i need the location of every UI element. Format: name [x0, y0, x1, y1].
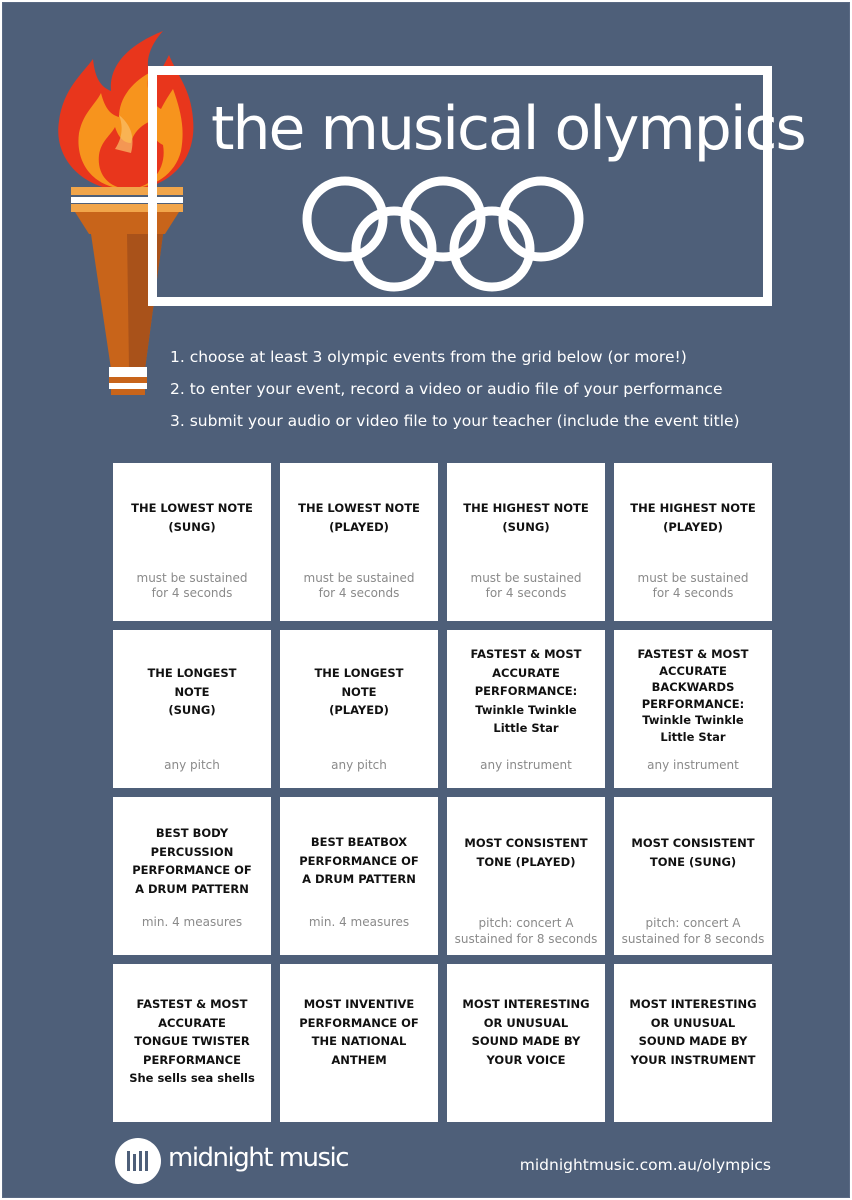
- event-card-highest-played[interactable]: [614, 463, 772, 621]
- event-note: any pitch: [164, 758, 220, 772]
- event-note: pitch: concert A sustained for 8 seconds: [621, 916, 765, 946]
- event-title: BEST BEATBOX PERFORMANCE OF A DRUM PATTERN: [299, 835, 419, 886]
- midnight-music-logo-icon: [113, 1136, 163, 1186]
- event-card-unusual-instrument[interactable]: [614, 964, 772, 1122]
- event-card-consistent-played[interactable]: [447, 797, 605, 955]
- event-title: THE LONGEST NOTE (PLAYED): [314, 666, 404, 717]
- event-title: THE HIGHEST NOTE (SUNG): [463, 501, 589, 534]
- event-title: FASTEST & MOST ACCURATE PERFORMANCE: Twinkle Twinkle Little Star: [470, 647, 582, 735]
- event-title: MOST INVENTIVE PERFORMANCE OF THE NATIONAL ANTHEM: [299, 997, 419, 1067]
- event-title: FASTEST & MOST ACCURATE TONGUE TWISTER PERFORMANCE She sells sea shells: [129, 997, 255, 1085]
- event-note: must be sustained for 4 seconds: [303, 571, 415, 600]
- event-title: MOST INTERESTING OR UNUSUAL SOUND MADE BY YOUR INSTRUMENT: [629, 997, 757, 1067]
- event-card-lowest-played[interactable]: [280, 463, 438, 621]
- event-card-highest-sung[interactable]: [447, 463, 605, 621]
- olympic-rings-icon: [299, 173, 589, 293]
- event-title: THE HIGHEST NOTE (PLAYED): [630, 501, 756, 534]
- event-note: any instrument: [647, 758, 739, 772]
- event-title: MOST INTERESTING OR UNUSUAL SOUND MADE BY YOUR VOICE: [462, 997, 590, 1067]
- event-card-fastest-backwards-twinkle[interactable]: [614, 630, 772, 788]
- event-title: THE LOWEST NOTE (PLAYED): [298, 501, 420, 534]
- instructions-list: [170, 341, 810, 437]
- event-title: MOST CONSISTENT TONE (SUNG): [631, 836, 755, 869]
- event-card-unusual-voice[interactable]: [447, 964, 605, 1122]
- event-note: must be sustained for 4 seconds: [470, 571, 582, 600]
- event-card-tongue-twister[interactable]: [113, 964, 271, 1122]
- event-card-longest-played[interactable]: [280, 630, 438, 788]
- event-title: BEST BODY PERCUSSION PERFORMANCE OF A DRUM PATTERN: [132, 826, 252, 896]
- page-title: the musical olympics: [211, 94, 805, 164]
- event-note: pitch: concert A sustained for 8 seconds: [454, 916, 598, 946]
- event-card-lowest-sung[interactable]: [113, 463, 271, 621]
- footer-url-link[interactable]: midnightmusic.com.au/olympics: [519, 1156, 771, 1174]
- event-card-consistent-sung[interactable]: [614, 797, 772, 955]
- event-note: any instrument: [480, 758, 572, 772]
- events-grid: [113, 463, 772, 1122]
- event-title: THE LONGEST NOTE (SUNG): [147, 666, 237, 717]
- poster: [2, 2, 850, 1198]
- event-note: any pitch: [331, 758, 387, 772]
- event-note: must be sustained for 4 seconds: [637, 571, 749, 600]
- event-card-beatbox[interactable]: [280, 797, 438, 955]
- event-card-national-anthem[interactable]: [280, 964, 438, 1122]
- instruction-item: 3. submit your audio or video file to your teacher (include the event title): [170, 412, 740, 430]
- event-note: must be sustained for 4 seconds: [136, 571, 248, 600]
- event-title: MOST CONSISTENT TONE (PLAYED): [464, 836, 588, 869]
- event-title: THE LOWEST NOTE (SUNG): [131, 501, 253, 534]
- event-card-body-percussion[interactable]: [113, 797, 271, 955]
- event-card-longest-sung[interactable]: [113, 630, 271, 788]
- event-note: min. 4 measures: [141, 915, 243, 929]
- event-title: FASTEST & MOST ACCURATE BACKWARDS PERFORMANCE: Twinkle Twinkle Little Star: [637, 647, 749, 744]
- event-card-fastest-twinkle[interactable]: [447, 630, 605, 788]
- instruction-item: 2. to enter your event, record a video or audio file of your performance: [170, 380, 723, 398]
- event-note: min. 4 measures: [308, 915, 410, 929]
- footer-brand: midnight music: [168, 1143, 349, 1173]
- instruction-item: 1. choose at least 3 olympic events from the grid below (or more!): [170, 348, 687, 366]
